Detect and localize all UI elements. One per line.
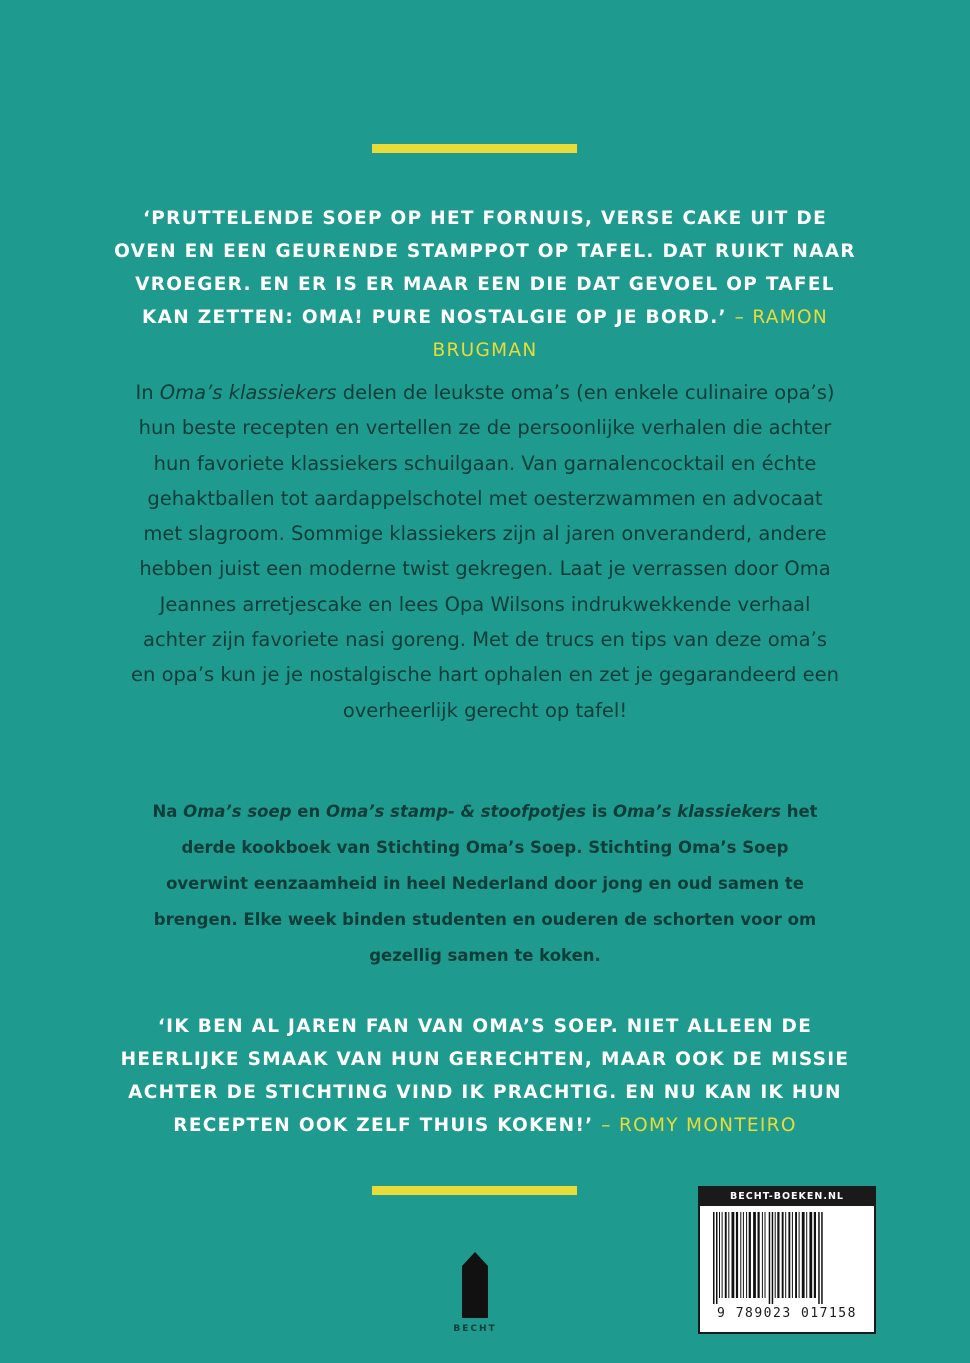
barcode-bar <box>713 1212 715 1304</box>
barcode-bar <box>746 1212 747 1298</box>
barcode-bar <box>814 1212 816 1298</box>
about-text: en <box>291 802 326 821</box>
barcode-bar <box>728 1212 729 1298</box>
barcode-bar <box>772 1212 774 1304</box>
top-accent-rule <box>372 144 577 153</box>
barcode-bar <box>795 1212 797 1298</box>
barcode-bar <box>809 1212 812 1298</box>
barcode-bar <box>719 1212 720 1298</box>
barcode-bar <box>732 1212 735 1298</box>
about-text: het derde kookboek van Stichting Oma’s Soep. Stichting Oma’s Soep overwint eenzaamheid in heel Nederland door jong en oud samen te brengen. Elke week binden studenten en ouderen de schorten voor om gezellig samen te koken. <box>153 802 818 965</box>
about-book-title: Oma’s soep <box>183 802 292 821</box>
barcode-bar <box>758 1212 760 1298</box>
about-book-title: Oma’s klassiekers <box>612 802 781 821</box>
barcode-bar <box>725 1212 727 1298</box>
house-icon <box>462 1252 488 1318</box>
barcode-bar <box>799 1212 800 1298</box>
barcode-bar <box>782 1212 784 1298</box>
barcode-bar <box>722 1212 723 1298</box>
barcode-bar <box>762 1212 763 1298</box>
barcode-bar <box>743 1212 744 1298</box>
about-text: is <box>586 802 613 821</box>
publisher-website: BECHT-BOEKEN.NL <box>700 1188 874 1206</box>
quote-author: – ROMY MONTEIRO <box>601 1115 797 1136</box>
publisher-logo <box>445 1252 505 1334</box>
quote-text: ‘IK BEN AL JAREN FAN VAN OMA’S SOEP. NIET ALLEEN DE HEERLIJKE SMAAK VAN HUN GERECHTEN, MAAR OOK DE MISSIE ACHTER DE STICHTING VIND IK PRACHTIG. EN NU KAN IK HUN RECEPTEN OOK ZELF THUIS KOKEN!’ <box>120 1016 850 1136</box>
quote-author: – RAMON BRUGMAN <box>432 307 828 361</box>
barcode-bar <box>749 1212 751 1298</box>
about-foundation <box>140 794 830 974</box>
barcode-bar <box>753 1212 756 1298</box>
barcode-bar <box>769 1212 771 1304</box>
quote-romy-monteiro <box>110 1010 860 1142</box>
book-description <box>130 375 840 728</box>
barcode-bar <box>806 1212 807 1298</box>
barcode-bar <box>788 1212 790 1298</box>
quote-ramon-brugman <box>110 202 860 367</box>
barcode-bar <box>716 1212 718 1304</box>
publisher-name: BECHT <box>453 1324 497 1334</box>
barcode-bar <box>802 1212 805 1298</box>
barcode-bar <box>777 1212 779 1298</box>
barcode-bars <box>709 1212 865 1304</box>
barcode-bar <box>765 1212 766 1298</box>
about-text: Na <box>152 802 184 821</box>
description-body: delen de leukste oma’s (en enkele culinaire opa’s) hun beste recepten en vertellen ze de persoonlijke verhalen die achter hun favoriete klassiekers schuilgaan. Van garnalencocktail en échte gehaktballen tot aardappelschotel met oesterzwammen en advocaat met slagroom. Sommige klassiekers zijn al jaren onveranderd, andere hebben juist een moderne twist gekregen. Laat je verrassen door Oma Jeannes arretjescake en lees Opa Wilsons indrukwekkende verhaal achter zijn favoriete nasi goreng. Met de trucs en tips van deze oma’s en opa’s kun je je nostalgische hart ophalen en zet je gegarandeerd een overheerlijk gerecht op tafel! <box>131 381 839 722</box>
about-book-title: Oma’s stamp- & stoofpotjes <box>325 802 586 821</box>
description-intro: In <box>135 381 160 404</box>
bottom-accent-rule <box>372 1186 577 1195</box>
barcode-bar <box>792 1212 793 1298</box>
barcode-bar <box>775 1212 776 1298</box>
barcode-bar <box>785 1212 786 1298</box>
description-book-title: Oma’s klassiekers <box>159 381 337 404</box>
barcode-bar <box>821 1212 823 1304</box>
quote-text: ‘PRUTTELENDE SOEP OP HET FORNUIS, VERSE CAKE UIT DE OVEN EN EEN GEURENDE STAMPPOT OP TAFEL. DAT RUIKT NAAR VROEGER. EN ER IS ER MAAR EEN DIE DAT GEVOEL OP TAFEL KAN ZETTEN: OMA! PURE NOSTALGIE OP JE BORD.’ <box>114 208 856 328</box>
barcode-bar <box>736 1212 738 1298</box>
isbn-barcode <box>698 1186 876 1334</box>
barcode-bar <box>818 1212 820 1304</box>
barcode-bar <box>740 1212 741 1298</box>
isbn-number: 9 789023 017158 <box>717 1306 857 1321</box>
